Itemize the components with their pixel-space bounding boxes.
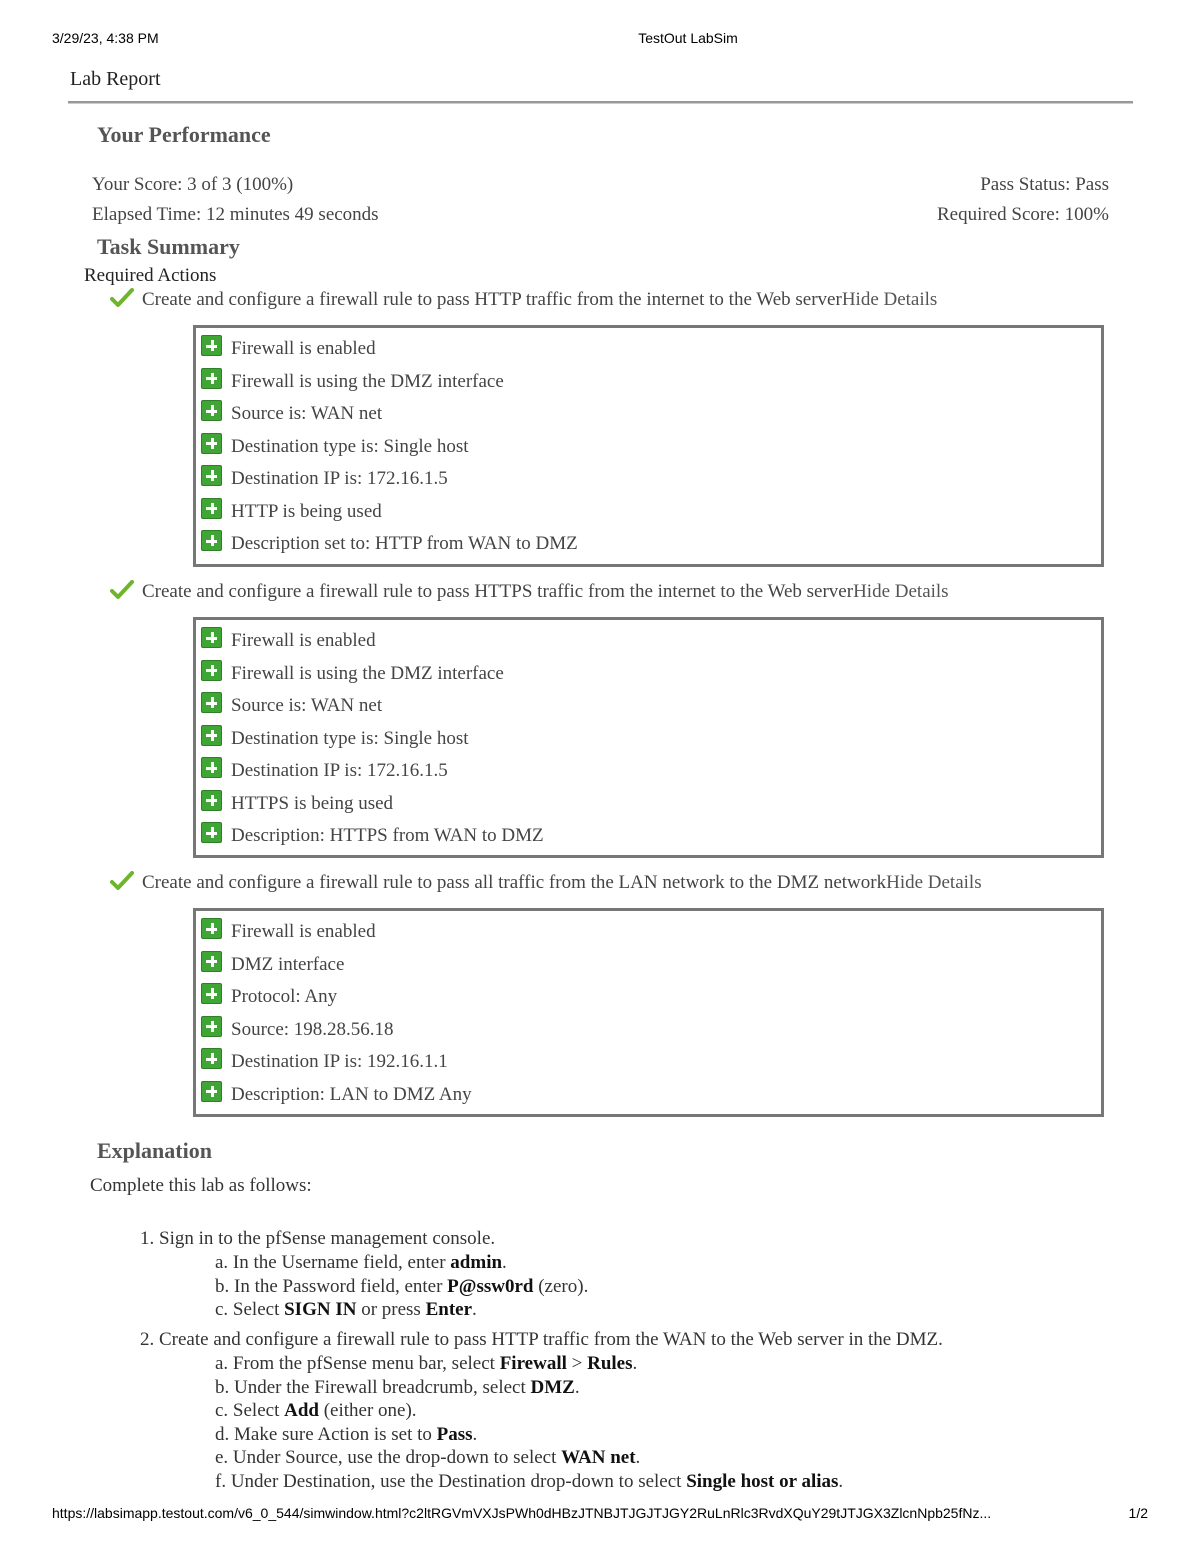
detail-item — [201, 692, 1101, 725]
detail-item — [201, 335, 1101, 368]
required-actions-label: Required Actions — [84, 265, 217, 286]
expand-plus-icon[interactable] — [201, 951, 222, 972]
sub-step: a. From the pfSense menu bar, select Firewall > Rules. — [215, 1353, 638, 1374]
explanation-intro: Complete this lab as follows: — [90, 1175, 312, 1196]
expand-plus-icon[interactable] — [201, 627, 222, 648]
page-url: https://labsimapp.testout.com/v6_0_544/simwindow.html?c2ltRGVmVXJsPWh0dHBzJTNBJTJGJTJGY2RuLnRlc3RvdXQuY29tJTJGX3ZlcnNpb25fNz... — [52, 1505, 992, 1521]
task-details-box — [193, 325, 1104, 567]
detail-text: Firewall is enabled — [231, 921, 376, 942]
detail-text: Source is: WAN net — [231, 695, 383, 716]
detail-item — [201, 660, 1101, 693]
checkmark-icon — [110, 288, 134, 308]
detail-text: Firewall is using the DMZ interface — [231, 662, 504, 684]
expand-plus-icon[interactable] — [201, 498, 222, 519]
expand-plus-icon[interactable] — [201, 530, 222, 551]
sub-step: f. Under Destination, use the Destination drop-down to select Single host or alias. — [215, 1470, 844, 1492]
task-label: Create and configure a firewall rule to pass HTTP traffic from the internet to the Web server — [142, 289, 842, 310]
sub-step: c. Select Add (either one). — [215, 1400, 417, 1421]
detail-item — [201, 1048, 1101, 1081]
detail-text: Destination type is: Single host — [231, 435, 469, 457]
detail-item — [201, 1081, 1101, 1114]
expand-plus-icon[interactable] — [201, 1016, 222, 1037]
detail-text: Description: LAN to DMZ Any — [231, 1083, 472, 1105]
expand-plus-icon[interactable] — [201, 1081, 222, 1102]
detail-text: Destination IP is: 172.16.1.5 — [231, 468, 448, 489]
detail-text: Firewall is using the DMZ interface — [231, 370, 504, 392]
lab-report-label: Lab Report — [70, 68, 161, 90]
print-header — [0, 30, 1200, 50]
your-score: Your Score: 3 of 3 (100%) — [92, 174, 294, 195]
detail-item — [201, 465, 1101, 498]
header-divider — [68, 101, 1133, 104]
performance-title: Your Performance — [97, 122, 271, 147]
detail-text: Firewall is enabled — [231, 338, 376, 359]
detail-text: Description: HTTPS from WAN to DMZ — [231, 825, 544, 846]
detail-item — [201, 757, 1101, 790]
detail-text: Description set to: HTTP from WAN to DMZ — [231, 533, 578, 554]
task-label: Create and configure a firewall rule to pass all traffic from the LAN network to the DMZ network — [142, 872, 887, 893]
checkmark-icon — [110, 580, 134, 600]
detail-item — [201, 822, 1101, 855]
detail-text: Source: 198.28.56.18 — [231, 1018, 394, 1040]
expand-plus-icon[interactable] — [201, 692, 222, 713]
sub-step: e. Under Source, use the drop-down to select WAN net. — [215, 1447, 641, 1468]
expand-plus-icon[interactable] — [201, 400, 222, 421]
required-score: Required Score: 100% — [936, 204, 1109, 225]
detail-text: Destination IP is: 192.16.1.1 — [231, 1051, 448, 1072]
page-number: 1/2 — [1128, 1505, 1148, 1521]
detail-item — [201, 951, 1101, 984]
task-item — [110, 288, 937, 311]
checkmark-icon — [110, 871, 134, 891]
detail-text: Source is: WAN net — [231, 403, 383, 424]
expand-plus-icon[interactable] — [201, 660, 222, 681]
detail-item — [201, 368, 1101, 401]
detail-item — [201, 627, 1101, 660]
sub-step: d. Make sure Action is set to Pass. — [215, 1423, 478, 1445]
detail-item — [201, 530, 1101, 563]
detail-item — [201, 725, 1101, 758]
task-details-box — [193, 617, 1104, 858]
sub-step: b. Under the Firewall breadcrumb, select DMZ. — [215, 1376, 580, 1398]
expand-plus-icon[interactable] — [201, 983, 222, 1004]
detail-text: Protocol: Any — [231, 986, 338, 1007]
detail-item — [201, 983, 1101, 1016]
detail-text: Destination IP is: 172.16.1.5 — [231, 760, 448, 781]
detail-text: Firewall is enabled — [231, 630, 376, 651]
step-1 — [140, 1227, 588, 1322]
pass-status: Pass Status: Pass — [980, 174, 1109, 195]
expand-plus-icon[interactable] — [201, 822, 222, 843]
sub-step: c. Select SIGN IN or press Enter. — [215, 1299, 477, 1320]
detail-item — [201, 1016, 1101, 1049]
expand-plus-icon[interactable] — [201, 368, 222, 389]
sub-step: a. In the Username field, enter admin. — [215, 1252, 507, 1273]
task-label: Create and configure a firewall rule to pass HTTPS traffic from the internet to the Web server — [142, 581, 854, 602]
print-datetime: 3/29/23, 4:38 PM — [52, 30, 159, 46]
detail-item — [201, 433, 1101, 466]
expand-plus-icon[interactable] — [201, 465, 222, 486]
task-summary-title: Task Summary — [97, 234, 240, 259]
print-title: TestOut LabSim — [638, 30, 738, 46]
detail-text: HTTP is being used — [231, 500, 382, 522]
step-label: 1. Sign in to the pfSense management console. — [140, 1228, 496, 1249]
sub-step: b. In the Password field, enter P@ssw0rd (zero). — [215, 1275, 589, 1297]
detail-item — [201, 400, 1101, 433]
detail-item — [201, 498, 1101, 531]
expand-plus-icon[interactable] — [201, 757, 222, 778]
detail-text: HTTPS is being used — [231, 792, 394, 814]
detail-item — [201, 918, 1101, 951]
task-item — [110, 871, 982, 894]
expand-plus-icon[interactable] — [201, 790, 222, 811]
detail-text: DMZ interface — [231, 953, 345, 975]
expand-plus-icon[interactable] — [201, 433, 222, 454]
task-item — [110, 580, 949, 603]
task-details-box — [193, 908, 1104, 1117]
expand-plus-icon[interactable] — [201, 918, 222, 939]
hide-details-link[interactable]: Hide Details — [841, 289, 938, 310]
detail-item — [201, 790, 1101, 823]
elapsed-time: Elapsed Time: 12 minutes 49 seconds — [92, 204, 379, 225]
expand-plus-icon[interactable] — [201, 335, 222, 356]
step-label: 2. Create and configure a firewall rule to pass HTTP traffic from the WAN to the Web server in the DMZ. — [140, 1329, 943, 1350]
detail-text: Destination type is: Single host — [231, 727, 469, 749]
explanation-title: Explanation — [97, 1138, 212, 1163]
hide-details-link[interactable]: Hide Details — [853, 581, 949, 602]
hide-details-link[interactable]: Hide Details — [886, 872, 982, 893]
step-2 — [140, 1328, 943, 1493]
expand-plus-icon[interactable] — [201, 725, 222, 746]
expand-plus-icon[interactable] — [201, 1048, 222, 1069]
